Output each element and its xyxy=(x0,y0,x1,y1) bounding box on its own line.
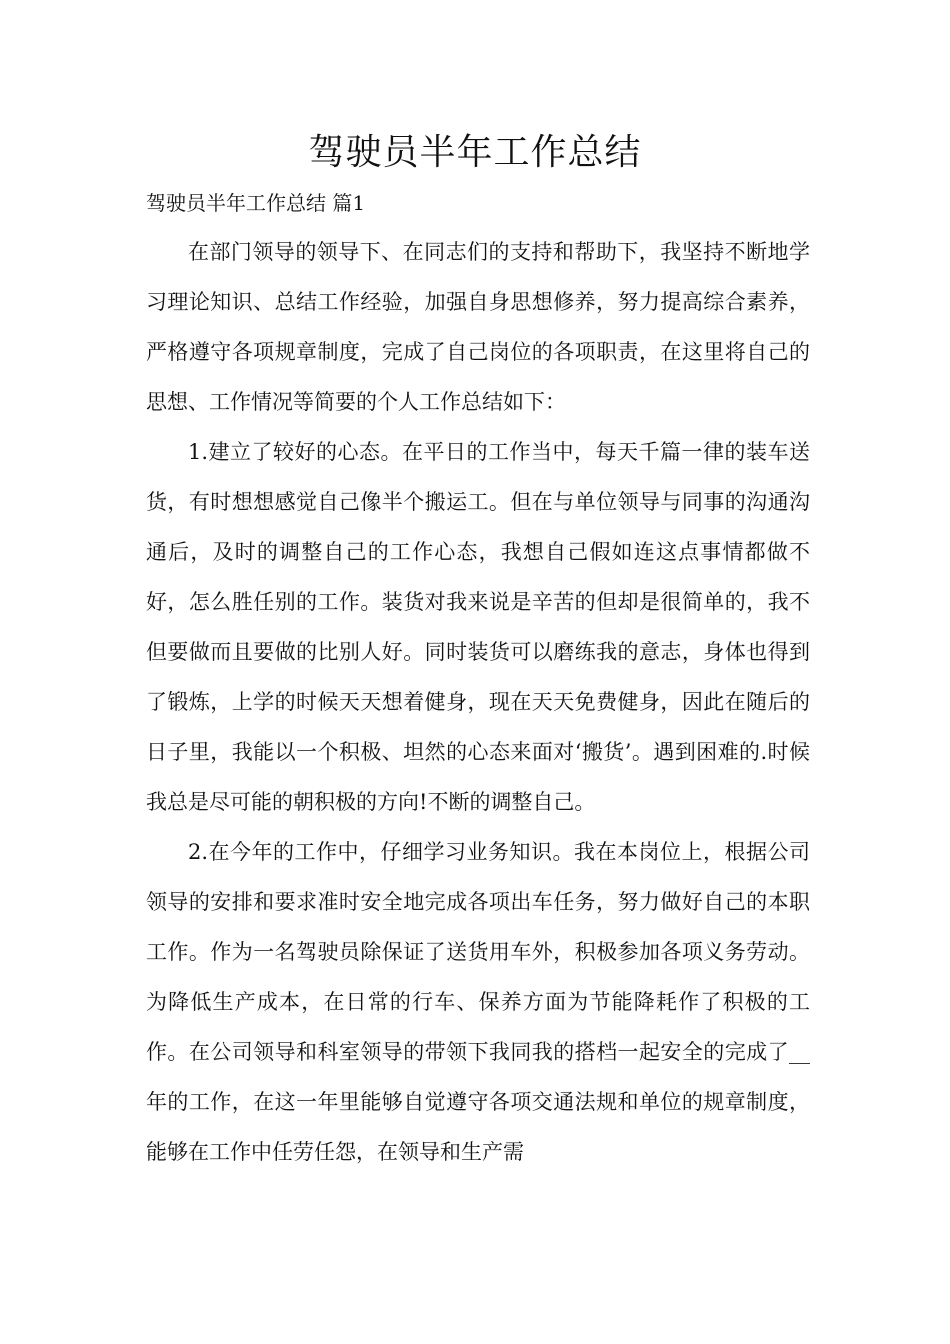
document-body xyxy=(146,227,810,1177)
paragraph-point-1: 1.建立了较好的心态。在平日的工作当中，每天千篇一律的装车送货，有时想想感觉自己像半个搬运工。但在与单位领导与同事的沟通沟通后，及时的调整自己的工作心态，我想自己假如连这点事情都做不好，怎么胜任别的工作。装货对我来说是辛苦的但却是很简单的，我不但要做而且要做的比别人好。同时装货可以磨练我的意志，身体也得到了锻炼，上学的时候天天想着健身，现在天天免费健身，因此在随后的日子里，我能以一个积极、坦然的心态来面对‘搬货’。遇到困难的.时候我总是尽可能的朝积极的方向!不断的调整自己。 xyxy=(146,440,810,814)
paragraph-point-2: 2.在今年的工作中，仔细学习业务知识。我在本岗位上，根据公司领导的安排和要求准时安全地完成各项出车任务，努力做好自己的本职工作。作为一名驾驶员除保证了送货用车外，积极参加各项义务劳动。为降低生产成本，在日常的行车、保养方面为节能降耗作了积极的工作。在公司领导和科室领导的带领下我同我的搭档一起安全的完成了__年的工作，在这一年里能够自觉遵守各项交通法规和单位的规章制度，能够在工作中任劳任怨，在领导和生产需 xyxy=(146,840,810,1164)
section-heading: 驾驶员半年工作总结 篇1 xyxy=(146,191,366,215)
document-title: 驾驶员半年工作总结 xyxy=(308,132,642,173)
paragraph-intro: 在部门领导的领导下、在同志们的支持和帮助下，我坚持不断地学习理论知识、总结工作经验，加强自身思想修养，努力提高综合素养，严格遵守各项规章制度，完成了自己岗位的各项职责，在这里将自己的思想、工作情况等简要的个人工作总结如下： xyxy=(146,240,810,414)
